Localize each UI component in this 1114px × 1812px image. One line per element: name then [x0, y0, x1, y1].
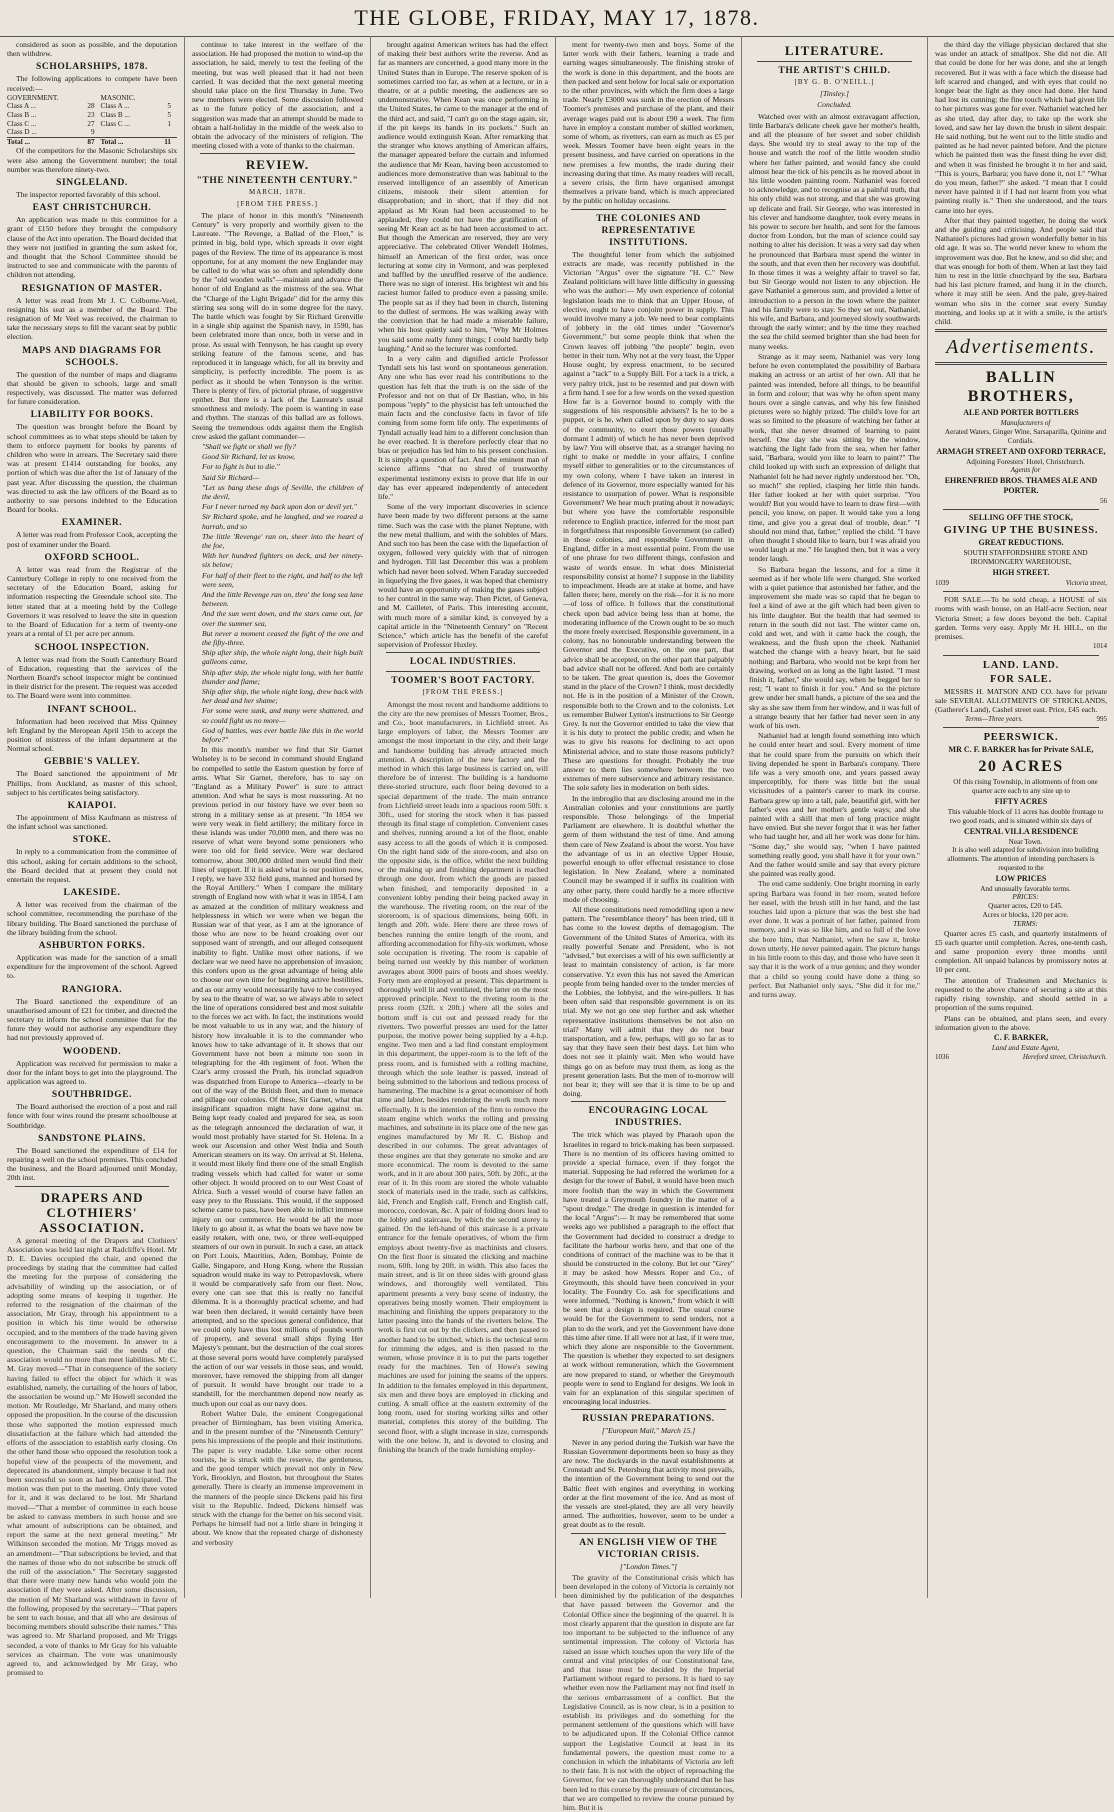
table-cell: 28 [87, 102, 95, 111]
article-text: The gravity of the Constitutional crisis which has been developed in the colony of Victoria is certainly not been diminished by the publication of the despatches that have passed between the Governor and the Colonial Office since the beginning of the quarrel. It is most clearly apparent that the question in dispute are far too important to be subjected to the influence of any sentimental impression. The colony of Victoria has raised an issue which touches upon the very life of the central and vital principles of our Constitutional law, and that issue must be decided by the Imperial Parliament without regard to persons. It is hard to say whether even now the Parliament may not find itself in the serious embarrassment of a conflict. But the Legislative Council, as is now clear, is in a position to establish its privileges and do something for the permanent settlement of the questions which will have to be adjudicated upon. If the Colonial Office cannot support the Legislative Council at least in its fundamental powers, the question must come to a conclusion in which the inhabitants of Victoria are left to their fate. It is not with the object of reproaching the Governor, for we can thoroughly understand that he has been led to this course by the pressure of circumstances, that we are compelled to review the course pursued by him. But it is [563, 1572, 734, 1812]
table-cell [101, 128, 154, 137]
poem-line: For half of their fleet to the right, and half to the left were seen, [202, 570, 363, 589]
source-note: [FROM THE PRESS.] [422, 688, 504, 697]
section-heading: SOUTHBRIDGE. [51, 1090, 133, 1101]
ad-text: This valuable block of 11 acres has double frontage to two good roads, and is situated within six days of [947, 807, 1104, 825]
poem-line: With her hundred fighters on deck, and her ninety-six below; [202, 551, 363, 570]
column-2 [185, 36, 371, 1598]
article-text: Of the competitors for the Masonic Scholarships six were also among the Government number; the total number was therefore ninety-two. [7, 146, 177, 174]
ad-title: LAND. LAND. [982, 659, 1060, 671]
article-text: So Barbara began the lessons, and for a time it seemed as if her whole life were changed. She worked with a quiet patience that astonished her father, and the improvement she made was so rapid that he began to feel a kind of awe at the gift which had been given to his little daughter. But the health that had seemed to return in the south did not last. The winter came on, cold and wet, and with it came back the cough, the weakness, and the flush upon the cheek. Nathaniel watched the change with a heavy heart, but he said nothing; and Barbara, who would not be kept from her drawing, worked on as long as the light lasted. "I must finish it, father," she would say, when he begged her to rest; "I want to finish it for you." And so the picture grew under her small hands, a picture of the sea and the sky as she saw them from her window, and it was full of a strange beauty that her father had never seen in any work of his own. [749, 564, 920, 731]
poem-line: Good Sir Richard, let us know, [202, 452, 296, 462]
ad-footer [935, 715, 1107, 724]
section-heading: OXFORD SCHOOL. [44, 552, 140, 563]
advertisements-header: Advertisements. [946, 336, 1096, 359]
divider [943, 591, 1099, 592]
column-5 [742, 36, 928, 1598]
article-text: considered as soon as possible, and the deputation then withdrew. [7, 40, 177, 59]
table-cell [154, 128, 177, 137]
ad-text: MR C. F. BARKER has for Private SALE, [948, 745, 1094, 755]
table-cell: 1 [167, 119, 171, 128]
divider [571, 1101, 726, 1102]
section-heading: LITERATURE. [784, 43, 885, 58]
section-heading: WOODEND. [62, 1046, 122, 1057]
ad-title: BALLIN BROTHERS, [967, 369, 1075, 406]
article-text: The appointment of Miss Kaufmann as mistress of the infant school was sanctioned. [7, 812, 177, 832]
article-text: A letter was received from the chairman of the school committee, recommending the purchase of the library building. The Board sanctioned the purchase of the library building from the school. [7, 900, 177, 937]
ad-text: LOW PRICES [995, 873, 1047, 883]
divider [757, 61, 912, 62]
source-note: ["European Mail," March 15.] [601, 1426, 696, 1436]
section-heading: GEBBIE'S VALLEY. [43, 757, 141, 768]
article-text: Amongst the most recent and handsome additions to the city are the new premises of Messrs Toomer, Bros., and Co., boot manufacturers, in Lichfield street. As large employers of labor, the Messrs Toomer are amongst the most important in the city, and their large and handsome building has already attracted much attention. A description of the new factory and the method in which this large business is carried on, will therefore be of interest. The building is a handsome three-storied structure, each floor being devoted to a special department of the trade. The main entrance from Lichfield street leads into a spacious room 50ft. x 30ft., used for storing the stock when it has passed through its final stage of completion. Convenient cases and shelves, running around a lot of the floor, enable easy access to all the goods of which it is composed. On the right hand side of the store-room, and also on the opposite side, is the office, whilst the next building or the making up and finishing department is reached through one door, from which the goods are passed when finished, and temporarily deposited in a convenient lobby pending their being packed away in the warehouse. The riveting room, on the rear of the storeroom, is of spacious dimensions, being 60ft. in length and 20ft. wide. Here there are three rows of benches running the entire length of the room, and affording accommodation for fifty-six workmen, whose sole occupation is riveting. The room is capable of being turned out weekly by this number of workmen averages about 3000 pairs of boots and shoes weekly. Forty men are employed at present. This department is thoroughly well lit and ventilated, the latter on the most approved principle. Next to the riveting room is the press room (32ft. x 20ft.) where all the soles and bottom stuff is cut out and pressed ready for the rivetters. Two powerful presses are used for the latter purpose, the motive power being supplied by a 4-h.p. engine. Two men and a lad find constant employment in this department, the upper-room is to the left of the press room, and is furnished with a rolling machine, through which the sole leather is passed, instead of being submitted to the laborious and tedious process of hammering. The machine is a great economiser of both time and labor, besides rendering the work much more effectually. It is the intention of the firm to remove the steam engine which works the rolling and pressing machines, and substitute in its place one of the new gas engines manufactured by Mr R. C. Bishop and described in our columns. The great advantages of these engines are that they generate no smoke and are more economical. The room is devoted to the same work, and in it are about 300 pairs, 50ft. by 20ft., at the rear of it. In this room are stored the whole valuable stock of materials used in the trade, such as calfskins, kid, French and English calf, French and English calf, morocco, cordovan, &c. A pair of folding doors lead to the lobby and staircase, by which the second storey is gained. On the left-hand of this staircase is a private entrance for the female operatives, of whom the firm employs about twenty-five as machinists and closers. On the first floor is situated the clicking and machine room, 60ft. long by 20ft. in width. This also faces the main street, and is lit on three sides with ground glass windows, and thoroughly well ventilated. This apartment presents a very busy scene of industry, the operatives being mostly women. Their employment is machining and finishing the uppers preparatory to the latter passing into the hands of the rivetters below. The work is first cut out by the clickers, and then passed to another hand to be stitched, which is the technical term for trimming the edges, and is then passed to the women, whose province it is to put the parts together ready for the machines. Ten of Howe's sewing machines are used for joining the seams of the uppers. In addition to the females employed in this department, six men and three boys are employed in clicking and cutting. A small office at the eastern extremity of the long room, used for storing working silks and other material, completes this storey of the building. The second floor, with a slight increase in size, corresponds with the one below. It, and is devoted to closing and finishing the branch of the trade furnishing employ- [378, 699, 548, 1455]
ad-ballin-brothers [935, 368, 1107, 506]
article-headline: REVIEW. [245, 157, 310, 173]
table-cell: Class A ... [100, 102, 130, 111]
ad-signature: C. F. BARKER, [993, 1032, 1049, 1042]
ad-text: FIFTY ACRES [994, 796, 1048, 806]
article-headline: ENCOURAGING LOCAL INDUSTRIES. [588, 1106, 709, 1129]
article-text: An application was made to this committee for a grant of £150 before they brought the compulsory clause of the Act into operation. The Board decided that they were not justified in granting the sum asked for, and thought that the School Committee should be instructed to see and communicate with the parents of children not attending. [7, 215, 177, 280]
section-heading: LAKESIDE. [63, 888, 121, 899]
article-headline: THE ARTIST'S CHILD. [778, 66, 891, 76]
source-note: [Tinsley.] [820, 89, 849, 99]
section-heading: KAIAPOI. [67, 800, 117, 811]
divider [943, 727, 1099, 728]
byline: [BY G. B. O'NEILL.] [794, 78, 875, 86]
source-note: [FROM THE PRESS.] [237, 199, 318, 208]
source-note: ["London Times."] [619, 1561, 678, 1571]
ad-text: Manufacturers of [1000, 419, 1051, 428]
column-3 [371, 36, 556, 1598]
table-cell: Total ... [7, 137, 72, 146]
poem-line: God of battles, was ever battle like this in the world before?" [202, 725, 363, 745]
article-text: The place of honor in this month's "Nineteenth Century" is very properly and worthily given to the Laureate. "The Revenge, a Ballad of the Fleet," is printed in big, bold type, which spreads it over eight pages of the Review. The time of its appearance is most opportune, for at any moment the new Englander may be called to do what was so often and splendidly done by the "old wooden walls"—maintain and advance the honor of old England as the mistress of the sea. What the "Charge of the Light Brigade" did for the army this stirring sea song will do in some degree for the navy. The battle which was fought by Sir Richard Grenville in a single ship against the Spanish navy, in 1590, has been celebrated more than once, both in verse and in prose. As usual with Tennyson, he has caught up every striking feature of the famous scene, and has reproduced it in language which, for all its brevity and simplicity, is perfectly incredible. The poem is as perfect as it should be when Tennyson is the writer. There is plenty of fire, of pictorial phrase, of suggestive epithet. But there is a lack of the Laureate's usual smoothness and melody. The poem is wanting in ease and rhythm. The stanzas of this ballad are as follows. Seeing the tremendous odds against them the English crew asked the gallant commander— [192, 210, 363, 441]
ad-text: Land and Estate Agent, [991, 1043, 1060, 1052]
table-header: GOVERNMENT. [7, 93, 59, 102]
table-cell: Class C ... [7, 119, 37, 128]
article-headline: DRAPERS AND CLOTHIERS' ASSOCIATION. [39, 1189, 145, 1235]
ad-number: 1036 [935, 1052, 949, 1061]
ad-text: EHRENFRIED BROS. THAMES ALE AND PORTER. [944, 476, 1098, 496]
divider [943, 509, 1099, 510]
section-heading: SCHOLARSHIPS, 1878. [36, 62, 148, 73]
table-total-row [7, 137, 177, 146]
poem-line: But never a moment ceased the fight of the one and the fifty-three. [202, 628, 363, 647]
ad-title: GIVING UP THE BUSINESS. [943, 525, 1099, 537]
article-text: A letter was read from Mr J. C. Colborne-Veel, resigning his seat as a member of the Board. The resignation of Mr Veel was received, the chairman to take the necessary steps to fill the vacant seat by public election. [7, 295, 177, 342]
ad-text: Hereford street, Christchurch. [1022, 1052, 1107, 1061]
article-text: The Board authorised the erection of a post and rail fence with four wires round the present schoolhouse at Southbridge. [7, 1102, 177, 1130]
ad-text: SOUTH STAFFORDSHIRE STORE AND IRONMONGERY WAREHOUSE, [963, 549, 1088, 567]
article-text: After that they painted together, he doing the work and she guiding and criticising. And people said that Nathaniel's pictures had grown wonderfully better in his old age. It was so. The world never knew to whom the improvement was due. But he knew, and so did she; and that was enough for both of them. When at last they laid him to rest in the little churchyard by the sea, Barbara had his last picture framed, and hung it in the church, where it may still be seen. And the pale, grey-haired woman who sits in the corner seat every Sunday morning, and looks up at it with a smile, is the artist's child. [935, 215, 1107, 327]
ad-text: TERMS: [1013, 919, 1038, 928]
section-heading: EXAMINER. [61, 518, 123, 529]
column-4 [556, 36, 742, 1812]
table-cell: 9 [90, 128, 95, 137]
section-heading: MAPS AND DIAGRAMS FOR SCHOOLS. [22, 345, 162, 368]
table-cell: Class D ... [7, 128, 37, 137]
article-text: The question of the number of maps and diagrams that should be given to schools, large and small respectively, was discussed. The matter was deferred for future consideration. [7, 369, 177, 407]
ad-text: Acres or blocks, 120 per acre. [982, 911, 1069, 920]
section-heading: SINGLELAND. [56, 177, 128, 188]
article-text: The Board sanctioned the expenditure of £14 for repairing a well on the school premises. This concluded the business, and the Board adjourned until Monday, 20th inst. [7, 1145, 177, 1183]
table-cell: 5 [167, 102, 171, 111]
ad-text: MESSRS H. MATSON AND CO. have for private sale SEVERAL ALLOTMENTS OF STRICKLANDS, (Gatherer's Land), Cashel street east. Price, £45 each. [935, 686, 1107, 714]
article-text: ment for twenty-two men and boys. Some of the latter work with their fathers, learning a trade and earning wages simultaneously. The finishing stroke of the work is done in this department, and the boots are then packed and sent below for local sale or exportation to the other provinces, with which the firm does a large trade. Nearly £3000 was sunk in the erection of Messrs Toomer's premises and purchase of the plant, and their average wages paid out is about £90 a week. The firm have in employ a constant number of skilled workmen, some of whom, as rivetters, can earn as much as £5 per week. Messrs Toomer have been eight years in the present business, and have carried on operations in the new premises a few months, the trade during their increasing during that time. As many readers will recall, a severe crisis, the firm have organised amongst themselves a private band, which is much appreciated by the public on holiday occasions. [563, 40, 734, 206]
scholarships-table [7, 94, 177, 147]
article-text: In the imbroglio that are disclosing around me in the Australian colonies and your constitutions are partly responsible. Those belongings of the Imperial Parliament are elsewhere. It is doubtful whether the germ of them withstand the test of time. And among them care of New Zealand is about the worst. You have the advantage of us in an elective Upper House, powerful enough to offer effectual resistance to close legislation. In New Zealand, where a nominated Council may be swamped if it suffix its coalition with any other party, there could hardly be a more effective mode of choosing. [563, 793, 734, 904]
masthead [0, 0, 1114, 37]
table-cell: 11 [154, 137, 177, 146]
section-heading: INFANT SCHOOL. [47, 704, 137, 715]
ad-text: FOR SALE.—To be sold cheap, a HOUSE of six rooms with wash house, on an Half-acre Section, near Victoria Street; a few doors beyond the belt. Capital garden. Terms very easy. Apply Mr H. HILL, on the premises. [935, 595, 1107, 642]
article-headline: RUSSIAN PREPARATIONS. [582, 1414, 715, 1425]
table-header: MASONIC. [100, 93, 136, 102]
column-6 [928, 36, 1114, 1598]
table-cell: Total ... [101, 137, 154, 146]
poem-line: For I never turned my back upon don or devil yet." [202, 502, 357, 512]
article-text: In a very calm and dignified article Professor Tyndall sets his last word on spontaneous generation. Any one who has ever read his contributions to the question has felt that the truth is on the side of the Professor and not on that of Dr Bastian, who, in his pompous "reply" to the physicist has left untouched the main facts and the conclusive facts in favor of life coming from some form life only. The experiments of Tyndall actually lead him to a different conclusion than he ever reached. It is therefore perfectly clear that no bias or prejudice has led him to his present conclusion. It is simply a question of fact. And the eminent man of science affirms "that no shred of trustworthy experimental testimony exists to prove that life in our day has ever appeared independently of antecedent life." [378, 353, 548, 501]
poem-line: And the little Revenge ran on, thro' the long sea lane between. [202, 589, 363, 609]
ad-number: 1014 [1093, 642, 1107, 651]
article-text: Nathaniel had at length found something into which he could enter heart and soul. Every moment of time that he could spare from the pursuits on which their living depended he spent in Barbara's company. There life was a very smooth one, and years passed away imperceptibly, for there was little but the usual vicissitudes of a painter's career to mark its course. Barbara grew up into a tall, pale, beautiful girl, with her father's eyes and her mother's gentle ways; and she painted with a skill that men of long practice might have envied. But she never forgot that it was her father who had taught her, and all her work was done for him. "Some day," she would say, "when I have painted something really good, you shall have it for your own." And the father would smile and say that every picture she painted was really good. [749, 731, 920, 879]
ad-subtitle: FOR SALE. [989, 673, 1053, 685]
poem-block [192, 442, 363, 744]
poem-line: Ship after ship, the whole night long, drew back with her dead and her shame; [202, 687, 363, 706]
ad-text: Quarter acres £5 cash, and quarterly instalments of £5 each quarter until completion. Acres, one-tenth cash, and same proportion every three months until completion. All unpaid balances by promissory notes at 10 per cent. [935, 928, 1107, 975]
ad-text: Terms—Three years. [965, 715, 1023, 724]
table-cell: Class B ... [100, 111, 130, 119]
section-heading: "THE NINETEENTH CENTURY." [196, 176, 359, 187]
article-text: The Board sanctioned the expenditure of an unauthorised amount of £21 for timber, and directed the secretary to inform the school committee that for the future they would not authorise any expenditure they had not previously approved of. [7, 996, 177, 1043]
poem-line: Sir Richard spoke, and he laughed, and we roared a hurrah, and so [202, 512, 363, 531]
article-text: The question was brought before the Board by school committees as to what steps should be taken by them to enforce payment for books by parents of children who were in arrears. The Secretary said there was at present £1414 outstanding for books, any portion of which was due after the 1st of January of the past year. After discussing the question, the chairman was directed to ask the law officers of the Board as to authority to sue persons indebted to the Education Board for books. [7, 422, 177, 515]
table-cell: Class B ... [7, 111, 37, 119]
ad-subtitle: ALE AND PORTER BOTTLERS [963, 408, 1079, 418]
section-heading: RESIGNATION OF MASTER. [21, 283, 163, 294]
section-heading: RANGIORA. [61, 984, 123, 995]
article-text: Application was made for the sanction of a small expenditure for the improvement of the school. Agreed to. [7, 952, 177, 981]
ad-number: 995 [1096, 715, 1107, 724]
article-text: Watched over with an almost extravagant affection, little Barbara's delicate cheek gave her mother's health, and all the pleasure of her sweet and sober childish days. She would try to steal away to the top of the house and watch the roof of the little wooden studio where her father painted, and would fancy she could almost hear the tick of his pencils as he moved about in his little wooden painting room. Nathaniel was forced to acknowledge, and to recognise as a painful truth, that his only child was not strong, and that she was growing up delicate and frail. Sir George, who was interested in his clever and handsome daughter, took every means in his power to secure her health, and sent for the famous doctor from London, but the man of science could say nothing to alter his decision. It was a very sad day when he pronounced that Barbara must spend the winter in the south, and that even then her recovery was doubtful. In those times it was a weighty affair to travel so far, but Sir George would not listen to any objection. He gave Nathaniel a generous sum, and provided a letter of introduction to a person in the town where the painter and his family were to stay. So they set out, Nathaniel, his wife, and Barbara, and journeyed slowly southwards through the early winter; and by the time they reached the sea the child seemed brighter than she had been for many weeks. [749, 111, 920, 351]
ad-text: Agents for [1010, 466, 1041, 475]
table-row [7, 102, 177, 111]
ad-text: SELLING OFF THE STOCK, [969, 513, 1073, 523]
article-text: The trick which was played by Pharaoh upon the Israelites in regard to brick-making has been surpassed. There is no mention of its officers having omitted to provide a special furnace, even if they forgot the material. Supposing he had referred the workmen for a design for the tower of Babel, it would have been much more foolish than the way in which the Government have treated a Greymouth foundry in the matter of a "spout dredge." The dredge in question is intended for the local "Argus":— It may be remembered that some weeks ago we published a paragraph to the effect that the Government had decided to construct a dredge to facilitate the harbour works here, and that one of the conditions of contract of the machine was to be that it should be constructed in the colony. But let our "Grey" it may be asked how Messrs Roper and Co., of Greymouth, this should have been conceived in your locality. The Foundry Co. ask for specifications and were informed, "Nothing is known," from which it will be seen that a design is required. The usual course would be for the Government to send tenders, not a plan to do the work, and yet the Government have done this time after time. If all were not at last, if it were true, which they alone are responsible to the Government. The question is whether they expected to set designers at work without remuneration, which the Government are now prepared to stand, or whether the Greymouth people were to send to England for designs. We look in vain for an explanation of this singular specimen of encouraging local industries. [563, 1130, 734, 1407]
section-heading: TOOMER'S BOOT FACTORY. [391, 676, 535, 687]
ad-text: Near Town. [1008, 837, 1043, 846]
section-heading: ASHBURTON FORKS. [38, 940, 146, 951]
poem-line: For some were sunk, and many were shattered, and so could fight us no more— [202, 706, 363, 725]
ad-title: PEERSWICK. [983, 732, 1059, 744]
poem-line: Ship after ship, the whole night long, their high built galleons came, [202, 648, 363, 667]
ad-text: 20 ACRES [978, 758, 1064, 776]
table-cell: 23 [87, 111, 95, 119]
article-text: Never in any period during the Turkish war have the Russian Government deportments been so busy as they are now. The dockyards in the naval establishments at Cronstadt and St. Petersburg that activity most prevails, the intention of the Government being to send out the Baltic fleet with engines and everything in working order at the first movement of the ice. And as most of the vessels are steel-plated, they are all very heavily armed. The authorities, however, seem to be under a great doubt as to the result. [563, 1437, 734, 1530]
poem-line: For to fight is but to die." [202, 462, 280, 472]
table-row [7, 128, 177, 137]
article-text: The end came suddenly. One bright morning in early spring Barbara was found in her room, seated before her easel, with the brush still in her hand, and the last touches laid upon a picture that was the best she had ever done. It was a portrait of her father, painted from memory, and it was so like him, and so full of the love she bore him, that Nathaniel, when he saw it, broke down utterly. He never painted again. The picture hangs in his little room to this day, and those who have seen it say that it is the work of a true genius; and they wonder that a child so young could have done a thing so perfect. But Nathaniel only says, "She did it for me," and turns away. [749, 879, 920, 999]
poem-line: Said Sir Richard— [202, 472, 260, 482]
ad-text: Aerated Waters, Ginger Wine, Sarsaparilla, Quinine and Cordials. [944, 428, 1107, 445]
ad-number: 1039 [935, 579, 949, 588]
ad-text: And unusually favorable terms. [980, 884, 1071, 893]
article-text: Some of the very important discoveries in science have been made by two different persons at the same time. Such was the case with the planet Neptune, with the new metal thallium, and with the solubles of Mars. And such too has been the case with the liquefaction of oxygen, followed very quickly with that of nitrogen and hydrogen. Till last December this was a problem which had never been solved. When Faraday succeeded in liquefying the five gases, it was hoped that chemistry would have an opportunity of making the gases subject to her control in the same way. Then Pictet, of Geneva, and M. Cailletet, of Paris. This interesting account, with much more of a similar kind, is conveyed by a capital article in the "Nineteenth Century" on "Recent Science," which article has the benefit of the careful supervision of Professor Huxley. [378, 502, 548, 650]
article-text: Robert Walter Dale, the eminent Congregational preacher of Birmingham, has been visiting America, and in the present number of the "Nineteenth Century" pens his impressions of the people and their institutions. The paper is very readable. Like some other recent tourists, he is struck with the reserve, the gentleness, and the good temper which prevail not only in New York, Brooklyn, and Boston, but throughout the States generally. There is clearly an immense improvement in the manners of the people since Dickens paid his first visit to the Republic. Indeed, Dickens himself was struck with the change for the better on his second visit. Perhaps he himself had not a little share in bringing it about. We know that the repeated charge of dishonesty and verbosity [192, 1408, 363, 1547]
columns [0, 36, 1114, 1812]
divider [571, 1409, 726, 1410]
divider [935, 329, 1107, 332]
ad-text: PRICES: [1012, 893, 1039, 902]
ad-text: Quarter acres, £20 to £45. [988, 902, 1063, 911]
section-heading: STOKE. [72, 835, 112, 846]
ad-text: Victoria street, [1065, 579, 1107, 588]
divider [935, 362, 1107, 365]
poem-line: "Let us bang these dogs of Seville, the children of the devil, [202, 482, 363, 501]
ad-text: It is also well adapted for subdivision into building allotments. The attention of intending purchasers is requested to the [947, 846, 1099, 872]
article-text: The following applications to compete have been received:— [7, 74, 177, 93]
ad-land-for-sale [935, 659, 1107, 725]
ad-text: Plans can be obtained, and plans seen, and every information given to the above. [935, 1013, 1107, 1032]
article-headline: LOCAL INDUSTRIES. [409, 657, 517, 668]
ad-text: CENTRAL VILLA RESIDENCE [963, 826, 1079, 836]
article-text: The Board sanctioned the appointment of Mr Phillips, from Auckland, as master of this school, subject to his certificates being satisfactory. [7, 769, 177, 797]
poem-line: "Shall we fight or shall we fly? [202, 441, 296, 451]
table-row [7, 120, 177, 129]
ad-footer [935, 579, 1107, 588]
table-cell: Class C ... [100, 119, 130, 128]
article-headline: THE COLONIES AND REPRESENTATIVE INSTITUTIONS. [596, 213, 701, 248]
table-cell: Class A ... [7, 102, 36, 111]
table-cell: 5 [167, 111, 171, 119]
article-text: A letter was read from the Registrar of the Canterbury College in reply to one received from the secretary of the Education Board, asking for information respecting the Greendale school site. The letter stated that at a meeting held by the College Governors it was resolved to leave the site in question to the Board of Education for a term of twenty-one years at a rental of £1 per acre per annum. [7, 564, 177, 639]
column-1 [0, 36, 185, 1678]
section-heading: LIABILITY FOR BOOKS. [30, 410, 154, 421]
article-headline: AN ENGLISH VIEW OF THE VICTORIAN CRISIS. [579, 1537, 718, 1560]
poem-line: And the sun went down, and the stars came out, far over the summer sea, [202, 609, 363, 628]
article-date: MARCH, 1878. [249, 188, 306, 197]
ad-stock-sale [935, 513, 1107, 588]
article-text: All these constitutions need remodelling upon a new pattern. The "resemblance theory" has been tried, till it has come to the lowest depths of demagogism. The Government of the United States of America, with its really powerful Senate and President, who is not "advised," but exercises a will of his own sufficiently at least to maintain consistency of action, is far more conservative. Y.t even this has not saved the American people from being handed over to the tender mercies of the Lobbies, the lobbyist, and the wire-pullers. It has been often said that responsible government is on its trial. My we not go one step further and ask whether representative institutions themselves be not also on trial? Many will admit that they do not bear transportation, and a few, perhaps, will go so far as to say that they have seen their best days. Let him who does not see it plainly wait. Men who would have things go on as before may trust them, as long as the present generation lasts. But the men of to-morrow will not bear it; they will see that it is time to be up and doing. [563, 905, 734, 1099]
divider [15, 1186, 169, 1187]
ad-address: ARMAGH STREET AND OXFORD TERRACE, [936, 446, 1106, 456]
article-text: Information had been received that Miss Quinney left England by the Meropean April 15th to accept the position of mistress of the infant department at the Normal school. [7, 716, 177, 754]
article-text: In this month's number we find that Sir Garnet Wolseley is to be second in command should England be compelled to settle the Eastern question by force of arms. What Sir Garnet, therefore, has to say on "England as a Military Power" is sure to attract attention. And what he says is most reassuring. At no previous period in our history have we ever been so strong in a military sense as at present. "In 1854 we were very weak in field artillery; the military force in these islands was under 70,000 men, and there was no reserve of what were beyond some pensioners who were too old for field service. Were war declared tomorrow, about 300,000 drilled men would find their lines of support. If it is asked what is our position now, I reply, we have 332 field guns, manned and horsed by the Royal Artillery." When I compare the military strength of England now with what it was in 1854, I am as amazed at the condition of military weakness and helplessness in which we were when we began the Russian war of that year, as I am at the ignorance of those who are now to be heard croaking over our supposed want of strength, and our alleged consequent inability to fight. Unlike most other nations, if we declare war we need have no apprehension of invasion; this confers upon us the great advantage of being able to choose our own time for beginning active hostilities, and as our army would necessarily have to be conveyed by sea to the theatre of war, so we always able to select the line of operations considered best and most suitable to the forces we act with. In fact, the institutions would be most valuable to us in any war, and the history of history how invaluable it is to the commander who knows how to take advantage of it. It shows that our Government have not been a minute too soon in telegraphing for the 4th regiment of foot. When the Czar's army crossed the Pruth, his ironclad squadron was dispatched from Europe to America—clearly to be out of the way of the British fleet, and then to menace and pillage our colonies. Of these, Sir Garnet, what that insignificant squadron might have done against us. Being kept ready coaled and prepared for sea, as soon as the telegraph announced the declaration of war, it would most probably have started for St. Helena. In a week our Ascension and other West India and South American steamers on its way. On arrival at St. Helena, it would most likely find there one of the small English trading vessels which had called for water or some other object. It would proceed on to our West Coast of Africa. Such a vessel would of course have fallen an easy prey to the Russians. This would, if the supposed scheme came to pass, have been able to inflict immense injury on our commerce. He would be all the more likely to go about it, as what the boats we have now be easily retaken, with one, two, or three well-equipped steamers of our own in pursuit. In such a case, an attack on Port Louis, Mauritius, Aden, Bombay, Pointe de Galle, Singapore, and Hong Kong, where the Russian squadron would make its way to Petropavlovsk, where it would be comparatively safe from our fleet. Now, every one can see that this is really no fanciful dilemma. It is a thoroughly practical scheme, and had war been then declared, it would certainly have been attempted, and so the specious general confidence, that we could only have thus lost millions of pounds worth of property, and several small ships flying Her Majesty's pennant, but the destruction of the coal stores at those several ports would have completely paralysed the action of our war vessels in those seas, and would, moreover, have removed the shipping from all danger of pursuit. It would have brought our trade to a standstill, for the merchantmen depend now nearly as much upon our coal as our navy does. [192, 745, 363, 1408]
article-text: the third day the village physician declared that she was under an attack of smallpox. She did not die. All that could be done for her was done, and she at length recovered. But it was with a face which the disease had left scarred and changed, and with eyes that could no longer bear the light as they once had done. Her hand had lost its cunning; the fine touch which had given life to her pictures was gone for ever. Nathaniel watched her as she tried, day after day, to take up the work she loved, and saw her lay down the brush in silent despair. He said nothing, but he went out to the little studio and painted as he had never painted before. And the picture which he painted then was the finest thing he ever did; and when it was finished he brought it to her and said, "This is yours, Barbara; you have done it, not I." "What do you mean, father?" she asked. "I mean that I could never have painted it if I had not learnt from you what painting really is." Then she understood, and the tears came into her eyes. [935, 40, 1107, 215]
divider [571, 209, 726, 210]
divider [943, 655, 1099, 656]
section-heading: SCHOOL INSPECTION. [34, 642, 150, 653]
article-text: A letter was read from Professor Cook, accepting the post of examiner under the Board. [7, 530, 177, 549]
ad-number: 56 [1100, 497, 1107, 506]
table-cell: 27 [87, 119, 95, 128]
concluded-note: Concluded. [817, 100, 852, 110]
article-text: In reply to a communication from the committee of this school, asking for certain additions to the school, the Board decided that at present they could not entertain the request. [7, 847, 177, 884]
section-heading: EAST CHRISTCHURCH. [32, 203, 152, 214]
table-cell: 87 [72, 137, 101, 146]
article-text: continue to take interest in the welfare of the association. He had proposed the motion to wind-up the association, he said, merely to test the feeling of the meeting, but was well pleased that it had not been carried. It was decided that the next general meeting should take place on the first Thursday in June. Two new members were elected. Some discussion followed as to the future policy of the association, and a suggestion was made that an attempt should be made to obtain a half-holiday in the middle of the week also to obtain the advocacy of the ministers of religion. The meeting closed with a vote of thanks to the chairman. [192, 40, 363, 151]
ad-house-for-sale [935, 595, 1107, 651]
article-text: The thoughtful letter from which the subjoined extracts are made, was recently published in the Victorian "Argus" over the signature "H. C." New Zealand politicians will have little difficulty in guessing who was the author:— My own experience of colonial legislation leads me to think that an Upper House, of elective, ought to have conjoint power in supply. This would involve many a job. We need to bear complaints of jobbery in the old times under "Governor's Government," but some people think that when the Crown leaves off jobbing "the people" begin, even better in their turn. Why not at the very least, the Upper House ought, by express enactment, to be secured against a "tack" to a Supply Bill. For a tack is a trick, a very paltry trick, just to be resented and put down with a firm hand. I see for a few words on the vexed question How far is a Governor bound to comply with the suggestions of his responsible advisers? Is he to be a puppet, or is he, when called upon by duty to say does of the community, to exert those powers (usually dormant I admit) of which he has never been deprived by law? You will observe that, as a stranger having no right to make or meddle in your affairs, I confine myself either to generalities or to the circumstances of my own colony, where I have taken an interest in defence of its Governor, more especially wanted for his resistance to usurpation of power. What is responsible Government? We hear much prating about it nowadays; but where you have the comfortable responsible reference to English practice, inferred for the most part in forgetfulness that responsible Government (so called) in those colonies, and responsible Government in England, differ in a most essential point. From the use of one phrase for two different things, confusion and waste of words ensue. In what does Ministerial responsibility consist at home? I suppose in the liability to impeachment. Heads are at stake at home, and have fallen there; here, merely on the risk—for it is no more—of loss of office. It follows that the constitutional check upon bad advice being less than at home, the moderating influence of the Crown ought to be so much the more freely exercised. Responsible government, in a colony, has no honourable understanding between the Governor and the Executive, on the one part, that advice shall be accepted, on the other part that palpably bad advice shall not be offered. And both are certainly to be taken. The great question is, does the Governor stand in the place of the Crown? I think, most decidedly not. He is in the position of a Minister of the Crown, responsible both to the Crown and to the colonists. Let us remember Bulwer Lytton's instructions to Sir George Grey. Is not the Governor entitled to take the view that it is his duty to protect the public credit; and when he was to give his reasons for declining to act upon Ministerial advice, and to state those reasons publicly? These are questions for thought. Probably the true answer to them lies somewhere between the two extremes of mere subservience and arbitrary resistance. The sole safety lies in moderation on both sides. [563, 249, 735, 793]
article-text: A general meeting of the Drapers and Clothiers' Association was held last night at Radcliffe's Hotel. Mr D. E. Davies occupied the chair, and opened the proceedings by stating that the committee had called the meeting for the purpose of considering the advisability of winding up the association, or of adopting some means of keeping it together. He referred to the resignation of the chairman of the association, Mr Gray, through his appointment to a position in which his time would be otherwise occupied, and to the members of the trade having given encouragement to the movement. In answer to a question, the Chairman said the needs of the association would no more than meet liabilities. Mr C. M. Gray moved—"That in consequence of the society having failed to effect the object for which it was established, namely, the curtailing of the hours of labor, the association be wound up." Mr Howell seconded the motion. Mr Routledge, Mr Sharland, and many others opposed the proposition. In the course of the discussion those who supported the motion expressed much dissatisfaction at the failure which had attended the efforts of the association to establish early closing. On the other hand those who opposed the resolution took a hopeful view of the prospects of the movement, and deprecated its abandonment, simply because it had not been successful so soon as had been anticipated. The motion was then put to the meeting. Only three voted for it, and it was declared to be lost. Mr Sharland moved—"That a member of committee in each house be asked to canvass members in such house and see what amount of subscriptions can be obtained, and report the same at the next general meeting." Mr Wilkinson seconded the motion. Mr Triggs moved as an amendment—"That subscriptions be levied, and that the names of those who do not subscribe be struck off the roll of the association." The Secretary suggested that there were many new hands who would join the association if they were asked. After some discussion, the motion of Mr Sharland was withdrawn in favor of the following, proposed by the secretary—"That papers be sent to each house, and that all who are desirous of becoming members should subscribe their names." This was agreed to. Mr Sharland proposed, and Mr Triggs seconded, a vote of thanks to Mr Gray for his valuable services as chairman. The vote was unanimously agreed to, and acknowledged by Mr Gray, who promised to [7, 1235, 177, 1678]
table-row [7, 111, 177, 120]
ad-text: Adjoining Foresters' Hotel, Christchurch. [966, 457, 1085, 466]
poem-line: Ship after ship, the whole night long, with her battle thunder and flame; [202, 667, 363, 686]
article-text: The inspector reported favorably of this school. [16, 189, 161, 199]
article-text: Application was received for permission to make a door for the infant boys to get into the playground. The application was agreed to. [7, 1058, 177, 1086]
ad-text: HIGH STREET. [992, 568, 1050, 578]
ad-text: GREAT REDUCTIONS. [978, 538, 1064, 548]
divider [386, 652, 540, 653]
ad-peerswick [935, 731, 1107, 1062]
divider [386, 671, 540, 672]
newspaper-title: THE GLOBE, FRIDAY, MAY 17, 1878. [354, 5, 760, 30]
divider [571, 1533, 726, 1534]
poem-line: The little 'Revenge' ran on, sheer into the heart of the foe, [202, 531, 363, 550]
article-text: A letter was read from the South Canterbury Board of Education, requesting that the services of the Northern Board's school inspector might be continued in their district for the present. The request was acceded to. The Board were went into committee. [7, 654, 177, 701]
divider [200, 153, 355, 154]
ad-text: Of this rising Township, in allotments of from one quarter acre each to any size up to [953, 778, 1098, 796]
article-text: Strange as it may seem, Nathaniel was very long before he even contemplated the possibility of Barbara making an actress or an artist of her own. All that he painted was intended, before all things, to be beautiful in form and colour; that was why he often spent many hours over a single canvas, and why his few finished pictures were so highly prized. The child's love for art was so limited to the pleasure of watching her father at work, that she never dreamed of learning to paint herself. One day she was sitting by the window, watching the light fade from the sea, when her father said, "Barbara, would you like to learn to paint?" The child looked up with such an expression of delight that Nathaniel felt he had never rightly understood her. "Oh, so much!" she replied, clasping her little thin hands. Her father looked at her with quiet surprise. "You would? But you would have to learn to draw first—with pencil, you know, on paper. It would take you a long time, and give you a great deal of trouble, dear." "I should not mind that, father," replied the child. "I have often thought I should like to learn, but I was afraid you would laugh at me." He laughed then, but it was a very tender laugh. [749, 351, 920, 564]
article-text: brought against American writers has had the effect of making their best authors write the reverse. And as far as manners are concerned, a good many more in the United States than in Europe. The reserve spoken of is sometimes carried too far, as when at a lecture, or in a theatre, or at a public meeting, the audiences are so undemonstrative. When Kean was once performing in the United States, he came to the manager at the end of the third act, and said, "I can't go on the stage again, sir, if the pit keeps its hands in its pockets." Such an audience would extinguish Kean. After remarking that the stranger who knows anything of American affairs, the manager appeared before the curtain and informed the audience that Mr Kean, having been accustomed to audiences more demonstrative than was habitual to the reserved intelligence of an assembly of American citizens, mistook their silent attention for disapprobation; and in short, that if they did not applaud as Mr Kean had been accustomed to be applauded, they could not have the gratification of seeing Mr Kean act as he had been accustomed to act. But though the American are reserved, they are very appreciative. The celebrated Oliver Wendell Holmes, himself an American of the first order, was once lecturing at some city in Vermont, and was perplexed and baffled by the unruffled reserve of the audience. There was no sign of interest. His brightest wit and his raciest humor failed to produce even a passing smile. The people sat as if they had been in church, listening to the dullest of sermons. He was walking away with the conviction that he had made a miserable failure, when his host quietly said to him, "Why Mr Holmes you said some really funny things; I could hardly help laughing." And so the lecturer was comforted. [378, 40, 548, 353]
ad-text: The attention of Tradesmen and Mechanics is requested to the above chance of securing a site at this rapidly rising township, and should settled in a proportion of the sums required. [935, 975, 1107, 1013]
ad-footer [935, 1053, 1107, 1062]
section-heading: SANDSTONE PLAINS. [38, 1133, 146, 1144]
